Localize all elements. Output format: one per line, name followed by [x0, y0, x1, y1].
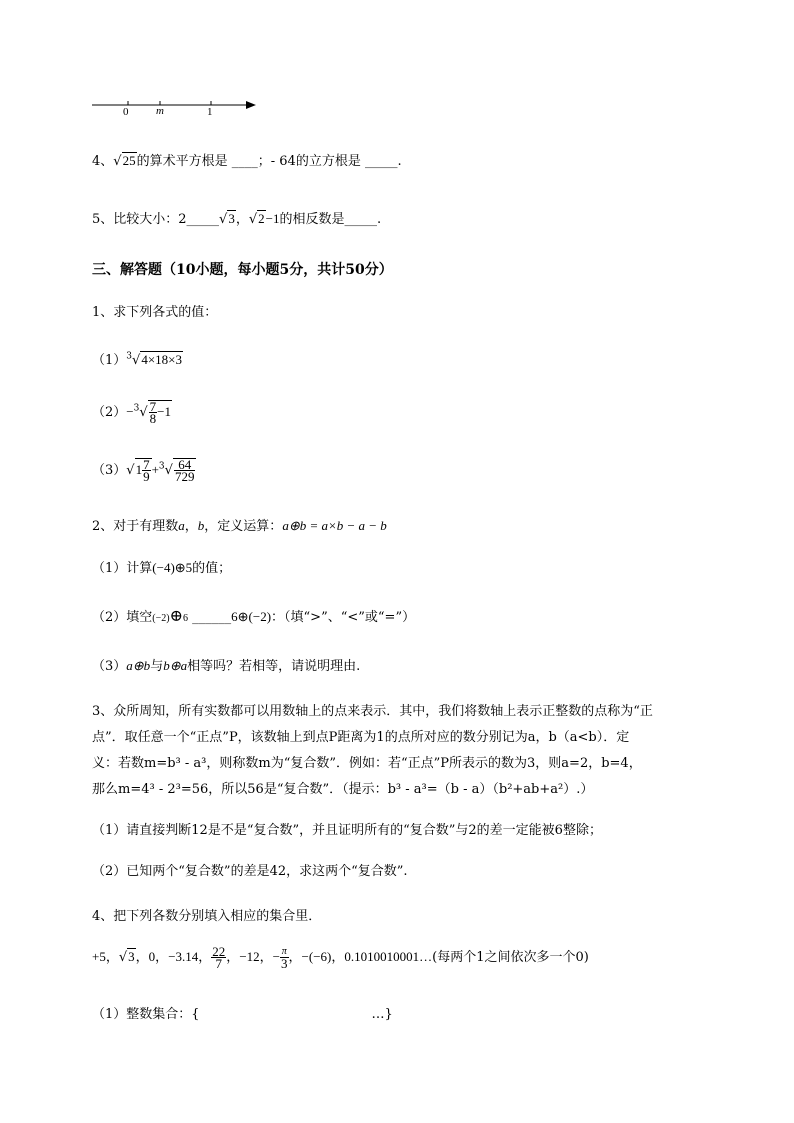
number-item: +5 — [92, 949, 106, 964]
expression-1: a⊕b — [126, 658, 151, 673]
cube-root: √ $\frac{64}{729}$ — [164, 457, 195, 484]
tick-label-m: m — [156, 105, 164, 117]
separator: ； — [257, 154, 271, 169]
answer-blank-2: _____ — [344, 212, 378, 227]
part-label: （3） — [92, 463, 127, 478]
cube-root: √4×18×3 — [132, 352, 182, 368]
part-text: 的值； — [192, 561, 232, 576]
problem-2-part-3 — [92, 655, 360, 674]
number-item: −(−6) — [301, 949, 332, 964]
part-label: （3） — [92, 659, 127, 674]
sqrt-2: √2 — [248, 211, 265, 227]
answer-blank: ____ — [231, 154, 258, 169]
expression-right: 6⊕(−2) — [231, 609, 272, 624]
problem-2-title — [92, 515, 387, 534]
expression: (−4)⊕5 — [152, 560, 193, 575]
problem-4-part-1 — [92, 1003, 393, 1022]
fraction-pi-3: $\frac{\pi}{3}$ — [281, 946, 288, 971]
problem-1-title: 1、求下列各式的值： — [92, 305, 218, 320]
tick-label-1: 1 — [207, 106, 213, 118]
operation-definition: a⊕b = a×b − a − b — [282, 518, 387, 533]
part-text: ：（填“>”、“<”或“=”） — [271, 610, 416, 625]
part-label: （2） — [92, 405, 127, 420]
question-text: 5、比较大小：2 — [92, 212, 187, 227]
part-text-2: 相等吗？若相等，请说明理由. — [187, 659, 361, 674]
minus-sign: − — [126, 404, 134, 419]
problem-2-part-1 — [92, 557, 231, 576]
separator: ， — [105, 950, 119, 965]
number-list: +5，√3，0，−3.14， $\frac{22}{7}$ ，−12，− $\frac{\pi}{3}$ ，−(−6)，0.1010010001…(每两个1之间依次多一个0) — [92, 944, 589, 971]
expression-2: b⊕a — [163, 658, 188, 673]
part-label: （1） — [92, 353, 127, 368]
part-label: （1）整数集合：{ — [92, 1007, 200, 1022]
cube-root: √ $\frac{7}{8}$ −1 — [139, 399, 171, 426]
answer-blank: ______ — [192, 610, 232, 625]
note: (每两个1之间依次多一个0) — [432, 950, 589, 965]
problem-3-part-2: （2）已知两个“复合数”的差是42，求这两个“复合数”. — [92, 864, 408, 879]
number-item: −12 — [239, 949, 260, 964]
square-root: √1 $\frac{7}{9}$ — [126, 457, 150, 484]
separator: ， — [331, 950, 345, 965]
answer-blank: _____ — [186, 212, 220, 227]
question-text-2: - 64的立方根是 — [270, 154, 361, 169]
tick-label-0: 0 — [123, 106, 129, 118]
problem-3-part-1: （1）请直接判断12是不是“复合数”，并且证明所有的“复合数”与2的差一定能被6整除； — [92, 823, 602, 838]
set-close: …} — [371, 1007, 393, 1022]
fill-question-4 — [92, 150, 402, 169]
fill-question-5 — [92, 208, 381, 227]
answer-blank-2: _____ — [364, 154, 398, 169]
problem-3-line-4: 那么m=4³ - 2³=56，所以56是“复合数”．（提示：b³ - a³=（b - a）（b²+ab+a²）.） — [92, 782, 594, 797]
problem-3-line-2: 点”．取任意一个“正点”P，该数轴上到点P距离为1的点所对应的数分别记为a，b（a<b）．定 — [92, 730, 630, 745]
root-index: 3 — [133, 403, 140, 414]
comma: ， — [184, 519, 198, 534]
problem-1-part-1 — [92, 349, 183, 368]
separator: ， — [226, 950, 240, 965]
number-item: 0.1010010001… — [344, 949, 433, 964]
period: . — [397, 154, 402, 169]
expression-left: (−2) — [152, 613, 170, 624]
problem-4-title: 4、把下列各数分别填入相应的集合里． — [92, 909, 322, 924]
section-title: 三、解答题（10小题，每小题5分，共计50分） — [92, 262, 393, 278]
number-item: −3.14 — [168, 949, 199, 964]
part-label: （1）计算 — [92, 561, 153, 576]
root-index: 3 — [126, 351, 133, 362]
question-number: 4、 — [92, 154, 114, 169]
separator: ， — [155, 950, 169, 965]
number-item: 0 — [148, 949, 156, 964]
var-b: b — [197, 518, 205, 533]
oplus-symbol: ⊕ — [169, 606, 183, 625]
part-text: 与 — [150, 659, 164, 674]
root-index: 3 — [158, 461, 165, 472]
problem-3-line-1: 3、众所周知，所有实数都可以用数轴上的点来表示．其中，我们将数轴上表示正整数的点称为“正 — [92, 704, 653, 719]
question-text: 的算术平方根是 — [136, 154, 228, 169]
number-six: 6 — [183, 613, 188, 624]
problem-2-part-2 — [92, 606, 415, 625]
fraction-22-7: $\frac{22}{7}$ — [212, 944, 226, 971]
separator: ， — [235, 212, 249, 227]
separator: ， — [135, 950, 149, 965]
intro-text-2: ，定义运算： — [204, 519, 283, 534]
period: . — [377, 212, 382, 227]
problem-3-line-3: 义：若数m=b³ - a³，则称数m为“复合数”．例如：若“正点”P所表示的数为3，则a=2，b=4， — [92, 756, 642, 771]
number-line — [90, 96, 260, 124]
problem-1-part-3 — [92, 458, 196, 482]
plus-sign: + — [151, 462, 159, 477]
sqrt-3: √3 — [118, 949, 135, 965]
question-text-2: 的相反数是 — [279, 212, 345, 227]
problem-1-part-2 — [92, 400, 172, 424]
part-label: （2）填空 — [92, 610, 153, 625]
separator: ， — [198, 950, 212, 965]
sqrt-3: √3 — [219, 211, 235, 227]
separator: ， — [259, 950, 273, 965]
var-a: a — [178, 518, 185, 533]
intro-text: 2、对于有理数 — [92, 519, 179, 534]
separator: ， — [288, 950, 302, 965]
minus-one: −1 — [265, 211, 280, 226]
sqrt-expression: √25 — [113, 153, 136, 169]
